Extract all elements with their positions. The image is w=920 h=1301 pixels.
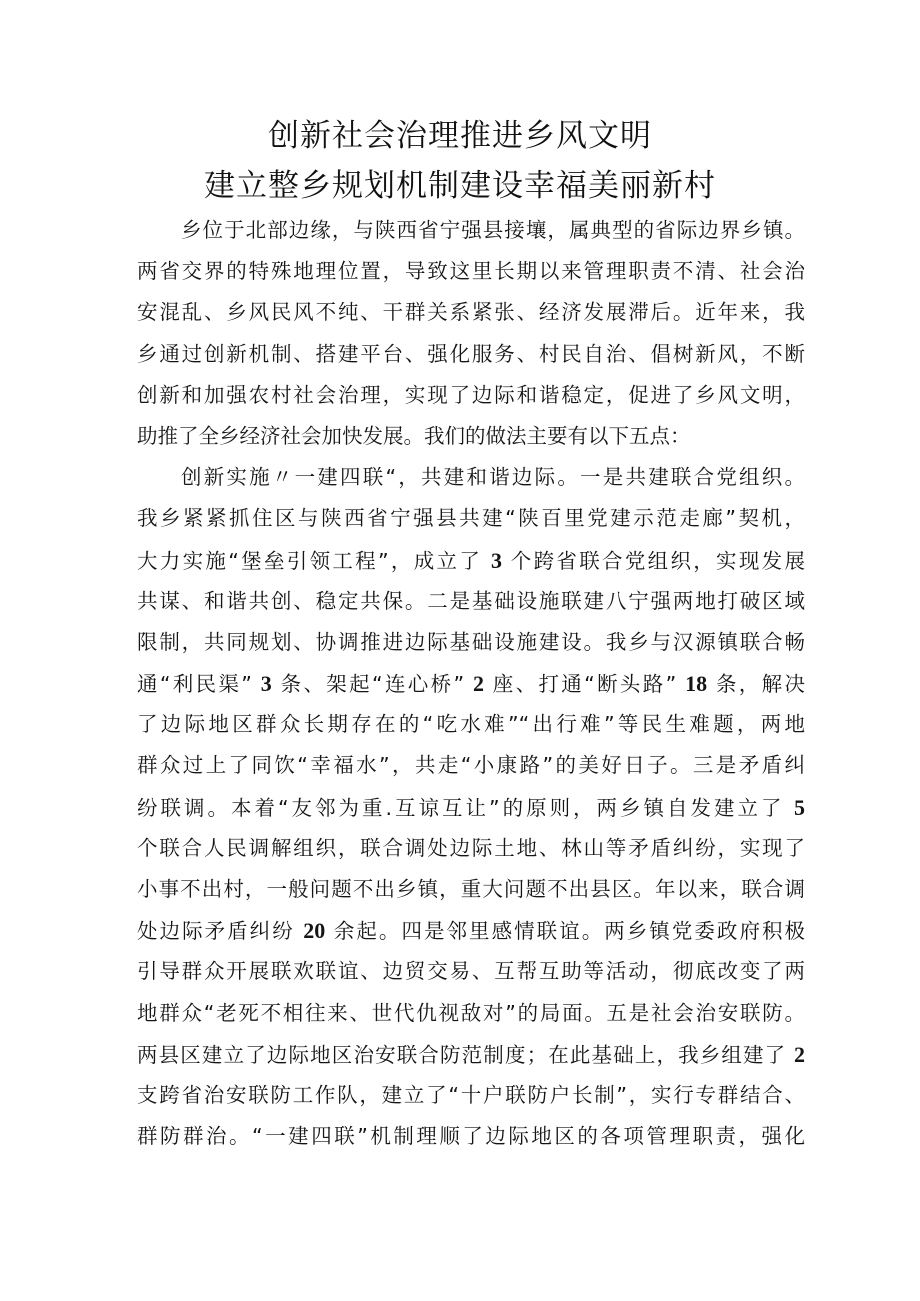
paragraph-2-line: 创新实施〃一建四联“，共建和谐边际。一是共建联合党组织。 [181, 465, 805, 490]
line-text: 处边际矛盾纠纷 [137, 919, 295, 944]
count-value: 3 [490, 547, 502, 573]
paragraph-2-line [137, 540, 805, 581]
paragraph-2-line [137, 787, 805, 828]
paragraph-1-line: 乡位于北部边缘，与陕西省宁强县接壤，属典型的省际边界乡镇。 [181, 218, 805, 242]
paragraph-2-line: 小事不出村，一般问题不出乡镇，重大问题不出县区。年以来，联合调 [137, 877, 805, 901]
count-value: 20 [303, 918, 326, 944]
paragraph-2-line: 群防群治。“一建四联”机制理顺了边际地区的各项管理职责，强化 [137, 1124, 805, 1149]
paragraph-2-line: 支跨省治安联防工作队，建立了“十户联防户长制”，实行专群结合、 [137, 1082, 805, 1107]
paragraph-2-line: 引导群众开展联欢联谊、边贸交易、互帮互助等活动，彻底改变了两 [137, 959, 805, 984]
count-value: 18 [685, 671, 708, 697]
count-value: 5 [793, 794, 805, 820]
line-text: 两县区建立了边际地区治安联合防范制度；在此基础上，我乡组建了 [137, 1042, 787, 1067]
line-text: 大力实施“堡垒引领工程”，成立了 [137, 548, 483, 573]
count-value: 3 [260, 671, 272, 697]
line-text: 个跨省联合党组织，实现发展 [510, 548, 805, 573]
document-title-line-1: 创新社会治理推进乡风文明 [268, 118, 652, 154]
paragraph-2-line [137, 910, 805, 951]
line-text: 通“利民渠” [137, 672, 252, 697]
line-text: 条、架起“连心桥” [280, 672, 465, 697]
paragraph-1-line: 两省交界的特殊地理位置，导致这里长期以来管理职责不清、社会治 [137, 259, 805, 284]
count-value: 2 [794, 1041, 805, 1067]
document-title-line-2: 建立整乡规划机制建设幸福美丽新村 [204, 168, 716, 204]
paragraph-1-line: 乡通过创新机制、搭建平台、强化服务、村民自治、倡树新风，不断 [137, 341, 805, 366]
paragraph-2-line: 地群众“老死不相往来、世代仇视敌对”的局面。五是社会治安联防。 [137, 1000, 805, 1025]
paragraph-2-line [137, 1034, 805, 1075]
line-text: 纷联调。本着“友邻为重.互谅互让”的原则，两乡镇自发建立了 [137, 795, 785, 820]
paragraph-1-line: 安混乱、乡风民风不纯、干群关系紧张、经济发展滞后。近年来，我 [137, 300, 805, 325]
line-text: 条，解决 [715, 672, 805, 697]
paragraph-2-line: 群众过上了同饮“幸福水”，共走“小康路”的美好日子。三是矛盾纠 [137, 753, 805, 778]
paragraph-2-line: 了边际地区群众长期存在的“吃水难”“出行难”等民生难题，两地 [137, 712, 805, 737]
paragraph-2-line: 个联合人民调解组织，联合调处边际土地、林山等矛盾纠纷，实现了 [137, 835, 805, 860]
paragraph-2-line: 限制，共同规划、协调推进边际基础设施建设。我乡与汉源镇联合畅 [137, 629, 805, 654]
paragraph-1-line: 创新和加强农村社会治理，实现了边际和谐稳定，促进了乡风文明， [137, 382, 805, 407]
paragraph-2-line: 我乡紧紧抓住区与陕西省宁强县共建“陕百里党建示范走廊”契机， [137, 506, 805, 531]
paragraph-2-line [137, 663, 805, 704]
line-text: 余起。四是邻里感情联谊。两乡镇党委政府积极 [333, 919, 806, 944]
document-body [137, 210, 805, 1157]
paragraph-1-line: 助推了全乡经济社会加快发展。我们的做法主要有以下五点： [137, 423, 691, 448]
count-value: 2 [472, 671, 484, 697]
line-text: 座、打通“断头路” [492, 672, 677, 697]
paragraph-2-line: 共谋、和谐共创、稳定共保。二是基础设施联建八宁强两地打破区域 [137, 588, 805, 613]
